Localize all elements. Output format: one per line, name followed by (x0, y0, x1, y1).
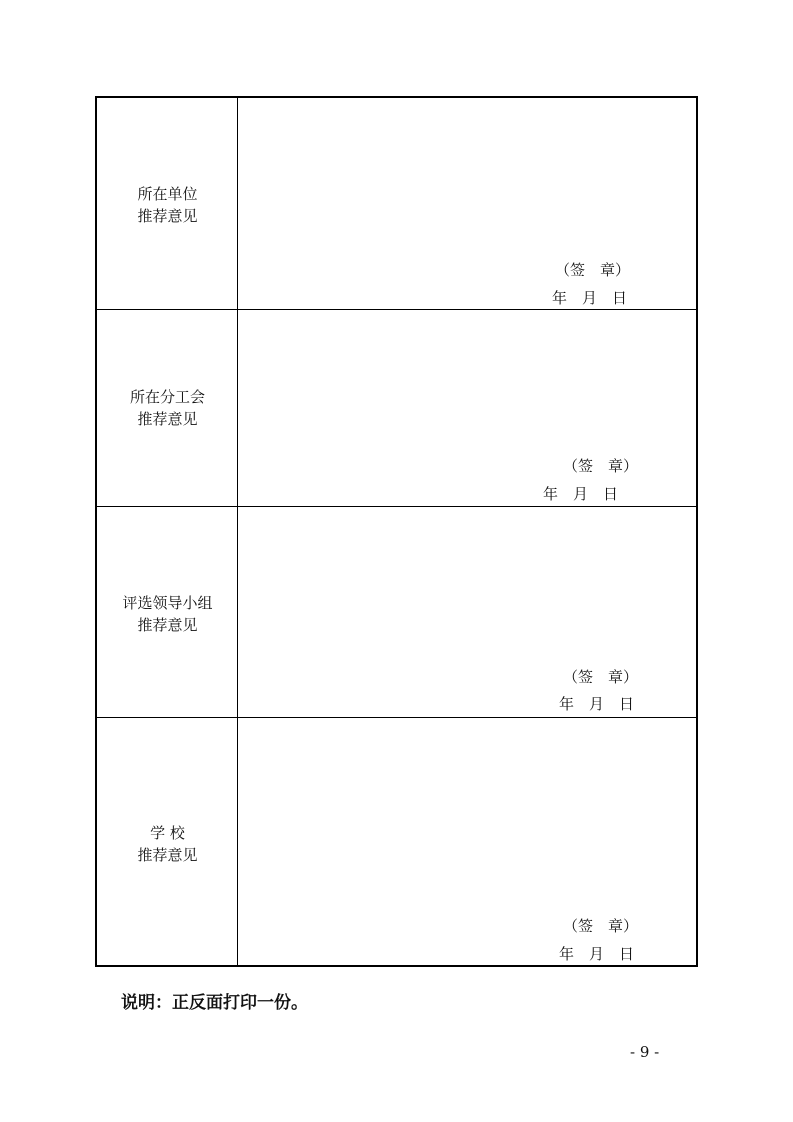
seal-label: （签 章） (563, 668, 639, 686)
row-label (97, 183, 238, 227)
date-label: 年 月 日 (552, 289, 628, 307)
row-branch-union-recommendation (97, 309, 696, 506)
page-number: - 9 - (630, 1043, 660, 1061)
row-label (97, 592, 238, 636)
row-label-cell (97, 310, 238, 506)
row-label-line: 学 校 (150, 824, 185, 842)
row-label-line: 所在单位 (137, 185, 198, 203)
row-selection-group-recommendation (97, 506, 696, 717)
date-label: 年 月 日 (543, 485, 619, 503)
row-label-line: 推荐意见 (137, 616, 198, 634)
row-label-line: 所在分工会 (129, 388, 205, 406)
printing-note: 说明：正反面打印一份。 (121, 993, 308, 1013)
seal-label: （签 章） (563, 457, 639, 475)
row-label-cell (97, 718, 238, 967)
row-label-cell (97, 98, 238, 309)
row-school-recommendation (97, 717, 696, 967)
seal-label: （签 章） (555, 261, 631, 279)
row-label-line: 推荐意见 (137, 846, 198, 864)
row-label-line: 推荐意见 (137, 410, 198, 428)
date-label: 年 月 日 (559, 945, 635, 963)
row-label-line: 推荐意见 (137, 207, 198, 225)
row-label-line: 评选领导小组 (122, 594, 213, 612)
row-label (97, 822, 238, 866)
row-unit-recommendation (97, 98, 696, 309)
date-label: 年 月 日 (559, 695, 635, 713)
row-label-cell (97, 507, 238, 717)
seal-label: （签 章） (563, 917, 639, 935)
row-label (97, 386, 238, 430)
recommendation-form-table (95, 96, 698, 967)
